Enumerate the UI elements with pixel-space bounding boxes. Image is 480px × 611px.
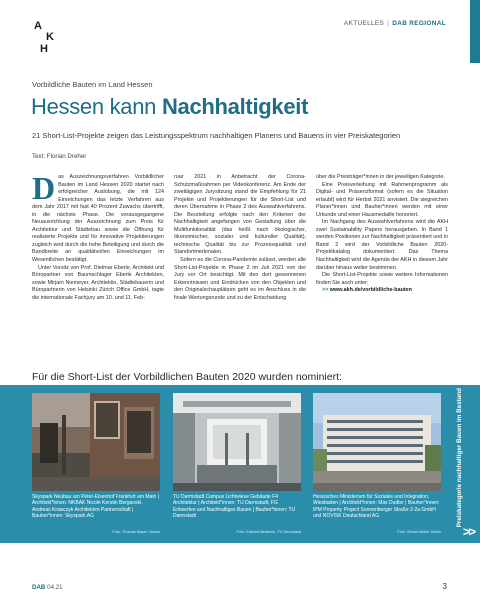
- nominee-caption: Hessisches Ministerium für Soziales und Integration, Wiesbaden | Architekt*innen: Max Dudler | Bauher*innen: IPM Property Project Sonnenberger Straße 2-2a GmbH und NOVISK Deutschland AG: [313, 494, 440, 520]
- akh-logo: A K H: [34, 20, 54, 55]
- body-column-2: [174, 174, 306, 360]
- body-paragraph: Eine Preisverleihung mit Rahmenprogramm als Digital- und Präsenzformat (sofern es die Situation erlaubt) wird für Herbst 2021 anvisiert. Die siegreichen Planer*innen und Bauher*innen werden mit einer Urkunde und einer Hausmedaille honoriert.: [316, 181, 448, 218]
- body-paragraph: Im Nachgang des Auswahlverfahrens wird die AKH zwei Sustainability Papers herausgeben. In Band 1 werden Positionen zur Nachhaltigkeit präsentiert und in Band 2 wird der Vorbildliche Bauten 2020-Projektkatalog dokumentiert. Das Thema Nachhaltigkeit wird die Agenda der AKH in diesem Jahr darüber hinaus weiter bestimmen.: [316, 219, 448, 271]
- photo-credit: Foto: Stefan Müller, Berlin: [397, 530, 441, 534]
- body-paragraph: Die Short-List-Projekte sowie weitere Informationen finden Sie auch unter:: [316, 272, 448, 286]
- continue-arrow-icon: >>: [462, 524, 474, 539]
- body-paragraph: ruar 2021 in Anbetracht der Corona-Schutzmaßnahmen per Videokonferenz. Am Ende der zweitägigen Jurysitzung stand die Empfehlung für 21 Projekte und Projektierungen für die Short-List und deren Übernahme in Phase 2 des Auswahlverfahrens. Die Beurteilung erfolgte nach den Kriterien der Nachhaltigkeit angefangen von Gestaltung über die Multifunktionalität (das heißt nach ökologischer, ökonomischer, sozialer und kultureller Qualität), technische Qualität bis zur Prozessqualität und Standortmerkmalen.: [174, 174, 306, 256]
- info-link[interactable]: >> www.akh.de/vorbildliche-bauten: [322, 287, 412, 294]
- article-kicker: Vorbildliche Bauten im Land Hessen: [32, 80, 153, 89]
- drop-cap: D: [32, 170, 56, 206]
- nominations-heading: Für die Short-List der Vorbildlichen Bauten 2020 wurden nominiert:: [32, 371, 342, 383]
- photo-credit: Foto: Eckhart Beutenm, TU Darmstadt: [236, 530, 301, 534]
- link-arrow-icon: >>: [322, 287, 329, 294]
- nominee-card: [32, 393, 160, 538]
- body-column-1: [32, 170, 164, 360]
- corner-accent-bar: [470, 0, 480, 63]
- nominee-photo: [173, 393, 301, 491]
- section-separator: |: [387, 20, 390, 27]
- page-footer: [32, 584, 63, 591]
- article-body: [32, 170, 448, 360]
- nominee-caption: TU Darmstadt Campus Lichtwiese Gebäude F4 Architektur | Architekt*innen: TU Darmstadt, FG Entwerfen und Nachhaltiges Bauen | Bauher*innen: TU Darmstadt: [173, 494, 296, 520]
- nominee-photo: [32, 393, 160, 491]
- article-subhead: 21 Short-List-Projekte zeigen das Leistungsspektrum nachhaltigen Planens und Bauens in vier Preiskategorien: [32, 131, 401, 140]
- section-label: AKTUELLES: [343, 20, 385, 27]
- nominee-caption: Skyspark Neubau am Peter-Eisenhof Frankfurt am Main | Architekt*innen: NKBAK Nicole Kerstin Berganski, Andreas Krawczyk Architekten Partnerschaft | Bauher*innen: Skyspark AG: [32, 494, 159, 520]
- body-paragraph: Das Auszeichnungsverfahren Vorbildlicher Bauten im Land Hessen 2020 startet nach erfolgreicher Auslobung, die mit 124 Einreichungen das letzte Verfahren aus dem Jahr 2017 mit fast 40 Prozent Zuwachs übertrifft, in die nächste Phase. Die vorausgegangene Neuausrichtung der Auszeichnung zum Preis für Architektur und Städtebau sowie die Öffnung für realisierte Projekte und für innovative Projektierungen zugleich wird durch die hohe Beteiligung und durch die Bandbreite an qualitätvollen Einreichungen im Wesentlichen bestätigt.: [32, 170, 164, 264]
- body-paragraph: Sofern es die Corona-Pandemie zulässt, werden alle Short-List-Projekte in Phase 2 im Juli 2021 von der Jury vor Ort besichtigt. Mit den dort gewonnenen Erkenntnissen und Eindrücken von den Objekten und den Originalschauplätzen geht es im Anschluss in die finale Wertungsrunde und zu der Entscheidung: [174, 257, 306, 301]
- issue-number: 04.21: [47, 584, 63, 591]
- body-paragraph: über die Preisträger*innen in der jeweiligen Kategorie.: [316, 174, 445, 180]
- article-headline: Hessen kann Nachhaltigkeit: [31, 94, 309, 119]
- magazine-name: DAB: [32, 584, 46, 591]
- body-column-3: [316, 174, 448, 360]
- article-byline: Text: Florian Dreher: [32, 153, 87, 160]
- nominee-card: [173, 393, 301, 538]
- column-label: DAB REGIONAL: [392, 20, 446, 27]
- page-number: 3: [442, 582, 447, 591]
- nominee-card: [313, 393, 441, 538]
- body-paragraph: Unter Vorsitz von Prof. Dietmar Eberle, Architekt und Büropartner von Baumschlager Eberle Architekten, sowie Mirjam Niemeyer, Architektin, Städtebauerin und Büropartnerin von Helsinki Zürich Office GmbH, tagte die internationale Fachjury am 10. und 11. Feb-: [32, 264, 164, 301]
- nominee-photo: [313, 393, 441, 491]
- photo-credit: Foto: Thomas Mayer, Neuss: [112, 530, 160, 534]
- category-side-label: Preiskategorie nachhaltiger Bauen im Bestand: [455, 388, 463, 528]
- section-header: [344, 20, 446, 27]
